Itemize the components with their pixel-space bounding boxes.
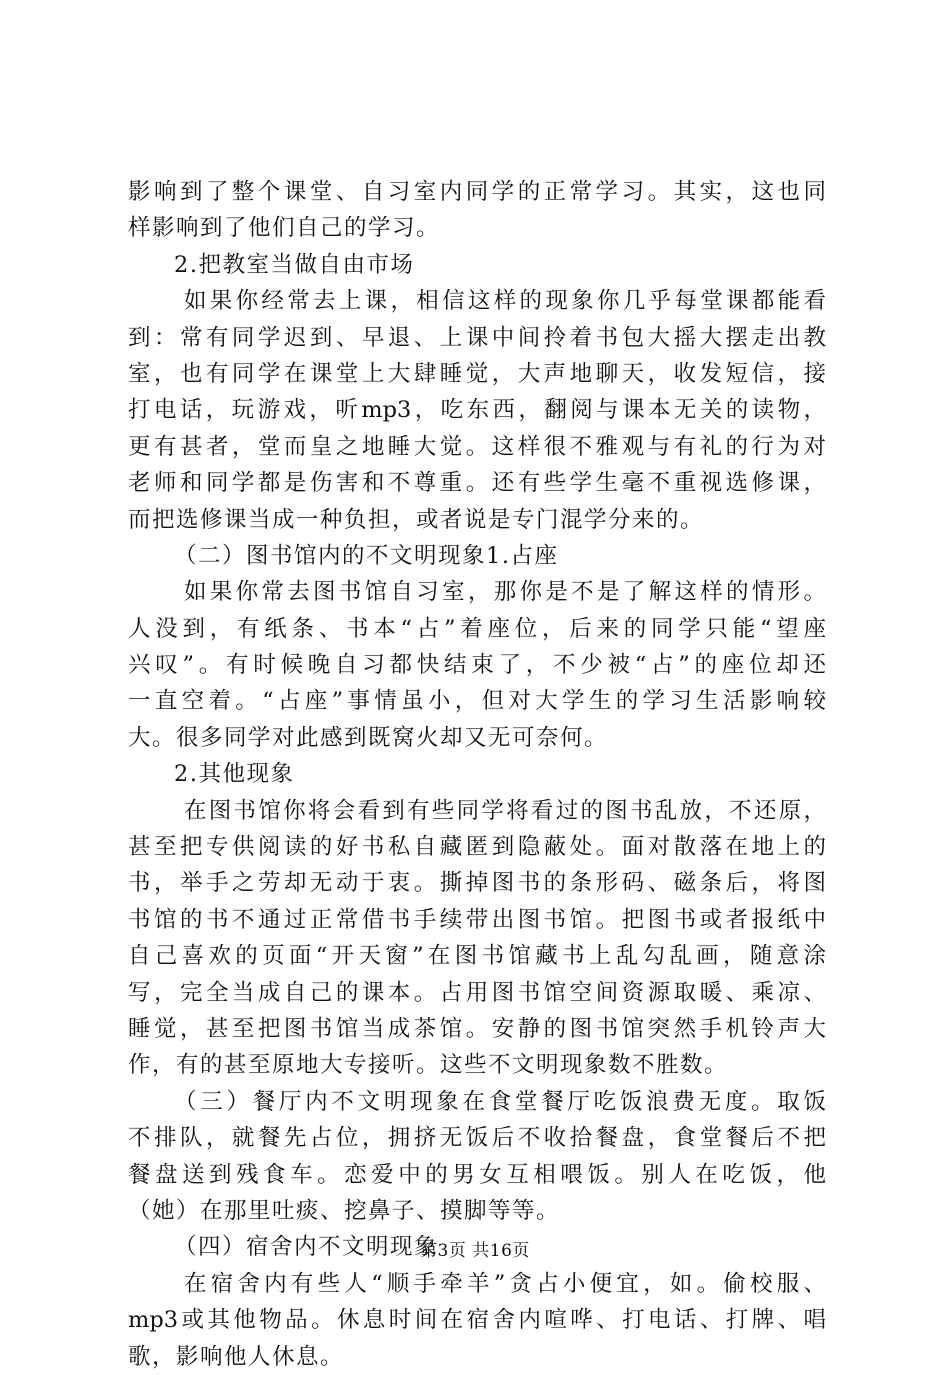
text-line: 不排队，就餐先占位，拥挤无饭后不收拾餐盘，食堂餐后不把 — [128, 1125, 826, 1152]
text-line: 一直空着。“占座”事情虽小，但对大学生的学习生活影响较 — [128, 688, 826, 715]
text-line: 到：常有同学迟到、早退、上课中间拎着书包大摇大摆走出教 — [128, 324, 826, 351]
text-line: 影响到了整个课堂、自习室内同学的正常学习。其实，这也同 — [128, 179, 826, 205]
text-line: 作，有的甚至原地大专接听。这些不文明现象数不胜数。 — [128, 1052, 729, 1079]
text-line: 老师和同学都是伤害和不尊重。还有些学生毫不重视选修课， — [128, 470, 826, 497]
text-line: （她）在那里吐痰、挖鼻子、摸脚等等。 — [128, 1197, 561, 1224]
text-line: （三）餐厅内不文明现象在食堂餐厅吃饭浪费无度。取饭 — [174, 1088, 826, 1115]
text-line: 睡觉，甚至把图书馆当成茶馆。安静的图书馆突然手机铃声大 — [128, 1015, 826, 1042]
document-body — [128, 174, 826, 1375]
text-line: 如果你常去图书馆自习室，那你是不是了解这样的情形。 — [184, 579, 826, 606]
text-line: 在图书馆你将会看到有些同学将看过的图书乱放，不还原， — [184, 797, 826, 824]
text-line: 而把选修课当成一种负担，或者说是专门混学分来的。 — [128, 506, 705, 533]
text-line: 自己喜欢的页面“开天窗”在图书馆藏书上乱勾乱画，随意涂 — [128, 943, 826, 970]
text-line: 书馆的书不通过正常借书手续带出图书馆。把图书或者报纸中 — [128, 906, 826, 933]
text-line: （二）图书馆内的不文明现象1.占座 — [174, 542, 559, 569]
text-line: 歌，影响他人休息。 — [128, 1343, 345, 1370]
text-line: mp3或其他物品。休息时间在宿舍内喧哗、打电话、打牌、唱 — [128, 1307, 826, 1334]
text-line: 餐盘送到残食车。恋爱中的男女互相喂饭。别人在吃饭，他 — [128, 1161, 826, 1188]
text-line: 在宿舍内有些人“顺手牵羊”贪占小便宜，如。偷校服、 — [184, 1270, 826, 1297]
text-line: 打电话，玩游戏，听mp3，吃东西，翻阅与课本无关的读物， — [128, 397, 826, 424]
text-line: 兴叹”。有时候晚自习都快结束了，不少被“占”的座位却还 — [128, 652, 826, 679]
text-line: 如果你经常去上课，相信这样的现象你几乎每堂课都能看 — [184, 288, 826, 315]
text-line: 人没到，有纸条、书本“占”着座位，后来的同学只能“望座 — [128, 615, 826, 642]
text-line: 甚至把专供阅读的好书私自藏匿到隐蔽处。面对散落在地上的 — [128, 834, 826, 861]
text-line: 写，完全当成自己的课本。占用图书馆空间资源取暖、乘凉、 — [128, 979, 826, 1006]
text-line: 室，也有同学在课堂上大肆睡觉，大声地聊天，收发短信，接 — [128, 360, 826, 387]
text-line: 书，举手之劳却无动于衷。撕掉图书的条形码、磁条后，将图 — [128, 870, 826, 897]
text-line: 2.其他现象 — [174, 761, 295, 788]
text-line: 更有甚者，堂而皇之地睡大觉。这样很不雅观与有礼的行为对 — [128, 433, 826, 460]
text-line: 样影响到了他们自己的学习。 — [128, 215, 441, 242]
text-line: 大。很多同学对此感到既窝火却又无可奈何。 — [128, 724, 609, 751]
text-line: （四）宿舍内不文明现象 — [174, 1234, 439, 1261]
text-line: 2.把教室当做自由市场 — [174, 251, 415, 278]
page-footer: 第3页 共16页 — [420, 1241, 530, 1261]
